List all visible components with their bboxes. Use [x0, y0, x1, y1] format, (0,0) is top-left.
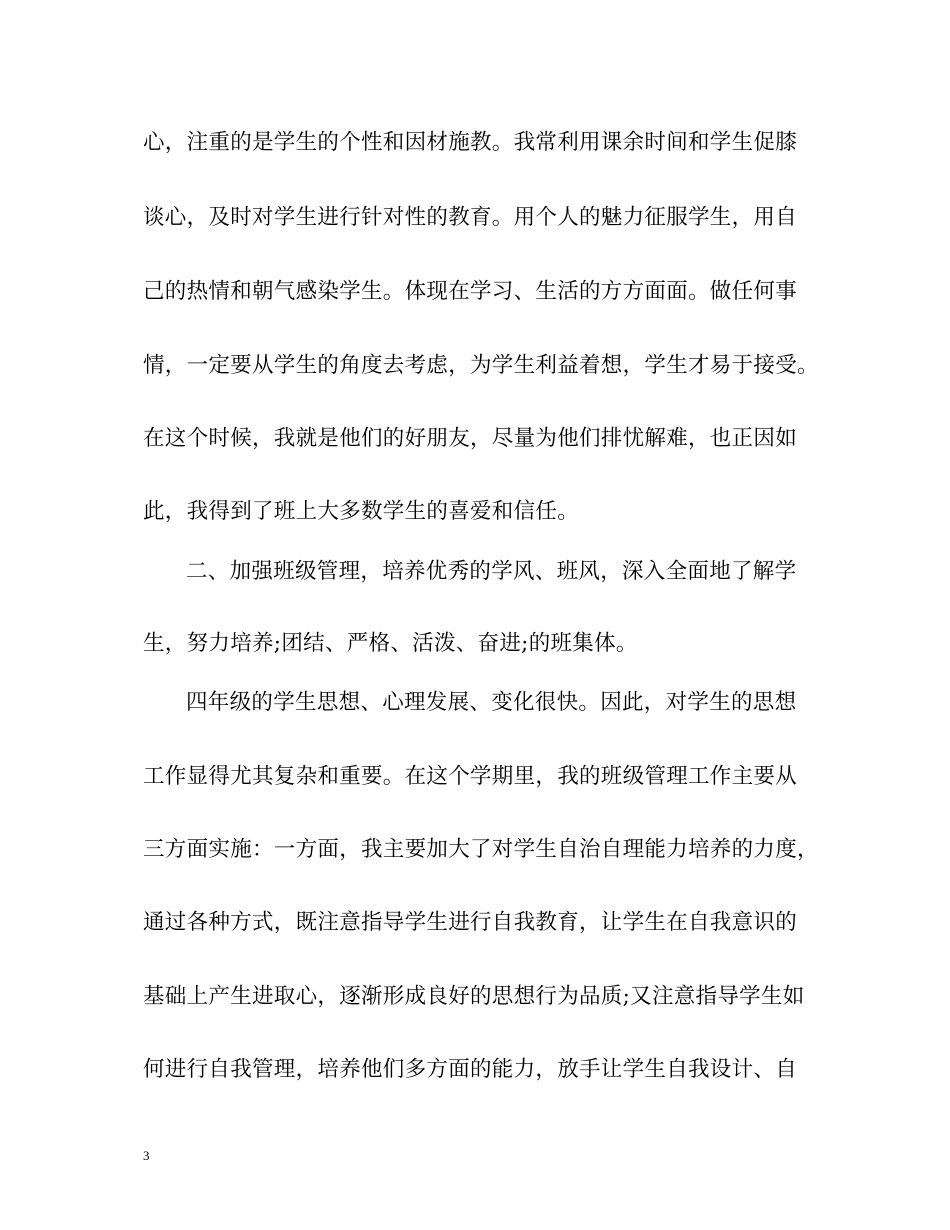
text-line: 三方面实施：一方面，我主要加大了对学生自治自理能力培养的力度， — [143, 837, 819, 862]
text-line: 情，一定要从学生的角度去考虑，为学生利益着想，学生才易于接受。 — [143, 353, 819, 378]
paragraph-first-line: 四年级的学生思想、心理发展、变化很快。因此，对学生的思想 — [186, 690, 797, 715]
page-number: 3 — [143, 1148, 150, 1163]
text-line: 基础上产生进取心，逐渐形成良好的思想行为品质;又注意指导学生如 — [143, 984, 805, 1009]
text-line: 在这个时候，我就是他们的好朋友，尽量为他们排忧解难，也正因如 — [143, 426, 798, 451]
text-line: 通过各种方式，既注意指导学生进行自我教育，让学生在自我意识的 — [143, 910, 798, 935]
text-line: 何进行自我管理，培养他们多方面的能力，放手让学生自我设计、自 — [143, 1057, 798, 1082]
text-line: 生，努力培养;团结、严格、活泼、奋进;的班集体。 — [143, 631, 638, 656]
text-line: 谈心，及时对学生进行针对性的教育。用个人的魅力征服学生，用自 — [143, 205, 798, 230]
text-line: 工作显得尤其复杂和重要。在这个学期里，我的班级管理工作主要从 — [143, 764, 798, 789]
section-heading-line: 二、加强班级管理，培养优秀的学风、班风，深入全面地了解学 — [186, 559, 797, 584]
text-line: 己的热情和朝气感染学生。体现在学习、生活的方方面面。做任何事 — [143, 279, 798, 304]
text-line: 此，我得到了班上大多数学生的喜爱和信任。 — [143, 499, 580, 524]
text-line: 心，注重的是学生的个性和因材施教。我常利用课余时间和学生促膝 — [143, 130, 798, 155]
